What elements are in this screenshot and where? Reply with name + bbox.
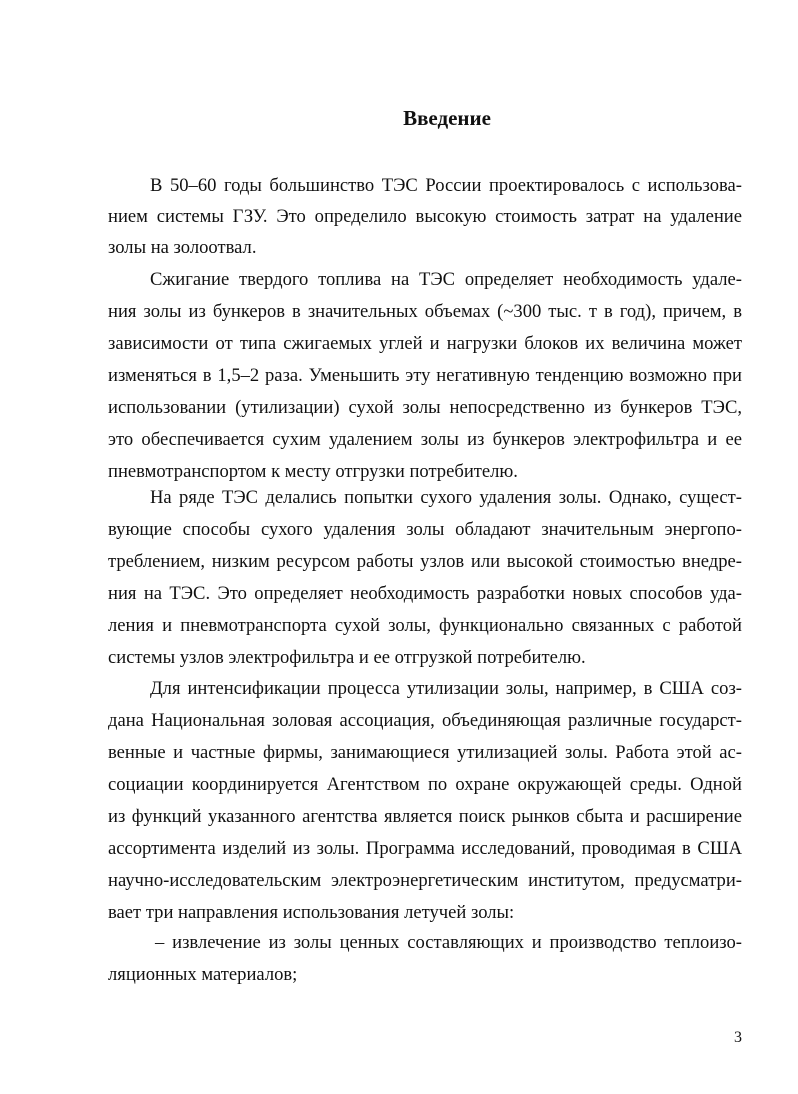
text-line: В 50–60 годы большинство ТЭС России проектировалось с использова- — [150, 175, 742, 196]
text-line: научно-исследовательским электроэнергетическим институтом, предусматри- — [108, 870, 742, 891]
text-line: золы на золоотвал. — [108, 237, 257, 258]
list-item-line: – извлечение из золы ценных составляющих и производство теплоизо- — [155, 932, 742, 953]
text-line: нием системы ГЗУ. Это определило высокую стоимость затрат на удаление — [108, 206, 742, 227]
text-line: это обеспечивается сухим удалением золы из бункеров электрофильтра и ее — [108, 429, 742, 450]
text-line: Для интенсификации процесса утилизации золы, например, в США соз- — [150, 678, 742, 699]
text-line: вующие способы сухого удаления золы обладают значительным энергопо- — [108, 519, 742, 540]
text-line: социации координируется Агентством по охране окружающей среды. Одной — [108, 774, 742, 795]
text-line: вает три направления использования летучей золы: — [108, 902, 515, 923]
text-line: Сжигание твердого топлива на ТЭС определяет необходимость удале- — [150, 269, 742, 290]
text-line: треблением, низким ресурсом работы узлов или высокой стоимостью внедре- — [108, 551, 742, 572]
text-line: ления и пневмотранспорта сухой золы, функционально связанных с работой — [108, 615, 742, 636]
text-line: из функций указанного агентства является поиск рынков сбыта и расширение — [108, 806, 742, 827]
text-line: ния на ТЭС. Это определяет необходимость разработки новых способов уда- — [108, 583, 742, 604]
text-line: зависимости от типа сжигаемых углей и нагрузки блоков их величина может — [108, 333, 742, 354]
text-line: дана Национальная золовая ассоциация, объединяющая различные государст- — [108, 710, 742, 731]
text-line: использовании (утилизации) сухой золы непосредственно из бункеров ТЭС, — [108, 397, 742, 418]
text-line: системы узлов электрофильтра и ее отгрузкой потребителю. — [108, 647, 586, 668]
text-line: пневмотранспортом к месту отгрузки потребителю. — [108, 461, 518, 482]
text-line: На ряде ТЭС делались попытки сухого удаления золы. Однако, сущест- — [150, 487, 742, 508]
text-line: ния золы из бункеров в значительных объемах (~300 тыс. т в год), причем, в — [108, 301, 742, 322]
text-line: ассортимента изделий из золы. Программа исследований, проводимая в США — [108, 838, 742, 859]
page-number: 3 — [734, 1029, 742, 1046]
list-item-line: ляционных материалов; — [108, 964, 298, 985]
section-title: Введение — [403, 106, 491, 130]
text-line: венные и частные фирмы, занимающиеся утилизацией золы. Работа этой ас- — [108, 742, 742, 763]
text-line: изменяться в 1,5–2 раза. Уменьшить эту негативную тенденцию возможно при — [108, 365, 742, 386]
